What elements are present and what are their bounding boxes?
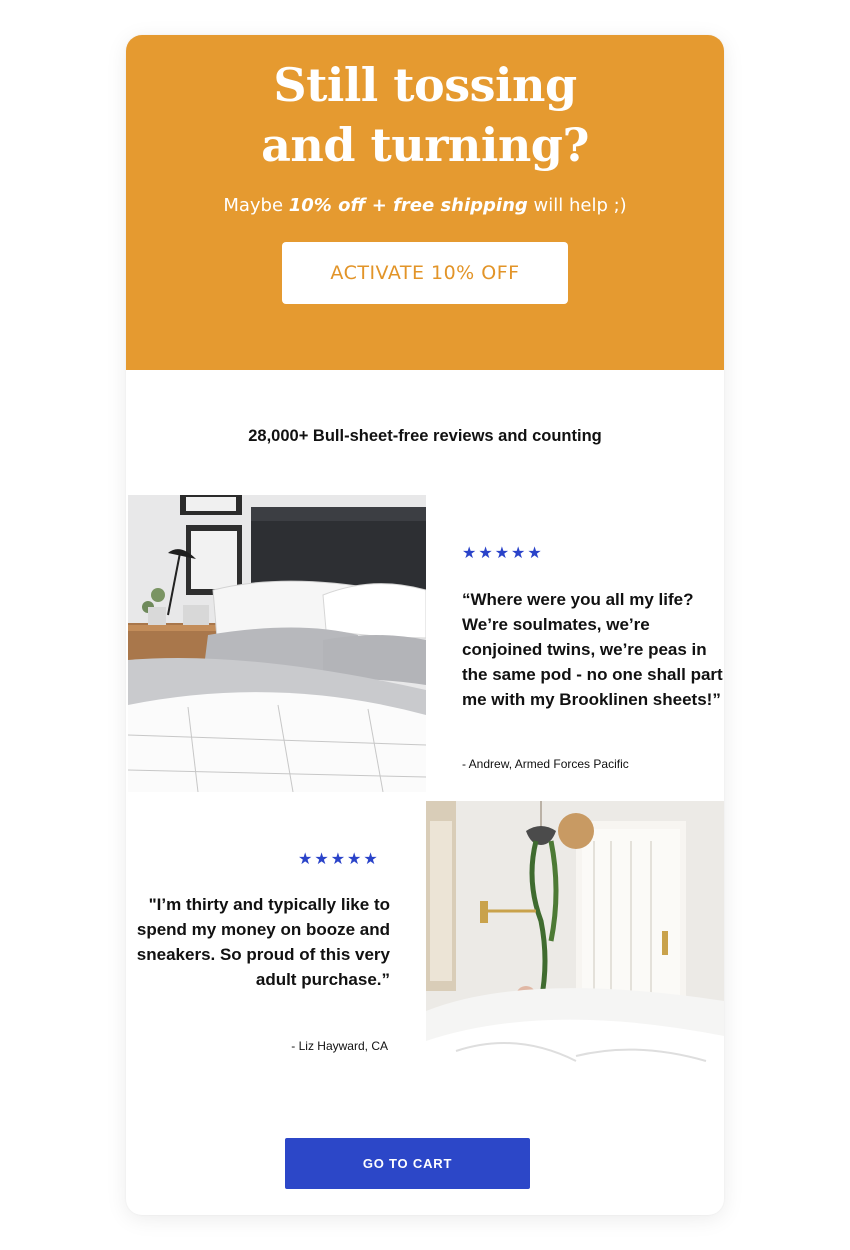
hero-sub-prefix: Maybe bbox=[223, 195, 289, 216]
bedroom-photo-1 bbox=[128, 495, 426, 792]
bedroom-photo-2 bbox=[426, 801, 724, 1098]
hero-headline bbox=[126, 55, 724, 175]
review-quote-1: “Where were you all my life? We’re soulmates, we’re conjoined twins, we’re peas in the same pod - no one shall part me with my Brooklinen sheets!” bbox=[462, 590, 723, 709]
rating-stars-2: ★★★★★ bbox=[298, 851, 380, 868]
hero-headline-line-2: and turning? bbox=[261, 118, 589, 172]
email-card bbox=[126, 35, 724, 1215]
reviews-title: 28,000+ Bull-sheet-free reviews and counting bbox=[248, 427, 602, 445]
review-author-1: - Andrew, Armed Forces Pacific bbox=[462, 757, 629, 771]
promo-hero bbox=[126, 35, 724, 370]
hero-sub-suffix: will help ;) bbox=[527, 195, 627, 216]
activate-discount-button[interactable]: ACTIVATE 10% OFF bbox=[282, 242, 568, 304]
review-quote-2: "I’m thirty and typically like to spend my money on booze and sneakers. So proud of this very adult purchase.” bbox=[136, 895, 390, 989]
go-to-cart-button[interactable]: GO TO CART bbox=[285, 1138, 530, 1189]
hero-headline-line-1: Still tossing bbox=[273, 58, 577, 112]
review-author-2: - Liz Hayward, CA bbox=[291, 1039, 388, 1053]
hero-sub-offer: 10% off + free shipping bbox=[288, 195, 528, 216]
hero-subline bbox=[126, 195, 724, 217]
rating-stars-1: ★★★★★ bbox=[462, 545, 544, 562]
